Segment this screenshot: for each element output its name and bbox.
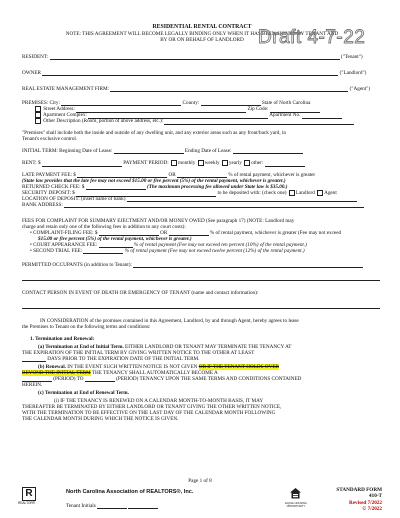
realtor-caption: REALTOR® [18,501,36,505]
deposit-with: to be deposited with: (check one) [217,190,287,197]
weekly-label: weekly [204,160,220,167]
other-period-checkbox[interactable] [244,160,250,166]
section-1a-text-1: EITHER LANDLORD OR TENANT MAY TERMINATE THE TENANCY AT [125,344,292,350]
agent-option: Agent [324,190,337,197]
section-1a-heading: (a) Termination at End of Initial Term. [38,344,124,350]
tenant-initials-field-1[interactable] [97,503,127,509]
trial-fee-field[interactable] [83,248,123,254]
landlord-tag: ("Landlord") [339,70,367,76]
association-name: North Carolina Association of REALTORS®, Inc. [66,489,194,495]
premises-label: PREMISES: City: [22,100,60,106]
bank-label: BANK ADDRESS: [22,202,63,208]
late-fee-or: OR [168,172,176,178]
monthly-checkbox[interactable] [171,160,177,166]
bank-field[interactable] [64,202,364,208]
contact-field[interactable] [22,303,380,309]
location-label: LOCATION OF DEPOSIT: (insert name of bank) [22,196,126,202]
late-fee-pct: % of rental payment, whichever is greater [228,172,316,178]
section-1c-text-2: THEREAFTER BE TERMINATED BY EITHER LANDLORD OR TENANT GIVING THE OTHER WRITTEN NOTICE, [22,404,282,410]
section-1b-text-4: HEREIN. [22,382,43,388]
equal-housing-caption: EQUAL HOUSING OPPORTUNITY [285,502,307,508]
notice-days-field[interactable] [22,356,46,362]
landlord-option: Landlord [295,190,315,197]
occupants-field[interactable] [133,262,363,268]
street-label: Street Address: [43,106,75,113]
filing-fee-pct: % of rental payment, whichever is greater (Fee may not exceed [209,230,342,236]
payment-period-label: PAYMENT PERIOD: [123,160,169,167]
deposit-label: SECURITY DEPOSIT: $ [22,190,75,197]
form-number: STANDARD FORM 410-T [336,487,382,500]
form-info [332,487,382,513]
apt-label: Apartment No. [269,112,301,119]
premises-def-1: "Premises" shall include both the inside and outside of any dwelling unit, and any exterior areas such as any front/back yard, in [22,130,286,136]
other-desc-label: Other Description (Room, portion of above address, etc.): [43,118,164,125]
agent-tag: ("Agent") [349,86,371,92]
filing-fee-label: COMPLAINT-FILING FEE: $ [33,230,98,236]
owner-label: OWNER [22,70,42,76]
trial-fee-row [30,248,382,254]
note-line-2: BY OR ON BEHALF OF LANDLORD [160,37,244,43]
filing-bullet: • [30,230,32,236]
section-1b-text-1: IN THE EVENT SUCH WRITTEN NOTICE IS NOT GIVEN [67,364,198,370]
premises-def-2: Tenant's exclusive control. [22,136,78,142]
page-title: RESIDENTIAL RENTAL CONTRACT [152,24,252,30]
other-desc-checkbox[interactable] [35,118,41,124]
yearly-checkbox[interactable] [222,160,228,166]
firm-field[interactable] [110,86,348,92]
section-1a-text-2: THE EXPIRATION OF THE INITIAL TERM BY GIVING WRITTEN NOTICE TO THE OTHER AT LEAST [22,350,255,356]
rent-label: RENT: $ [22,160,41,167]
filing-fee-or: OR [160,230,168,236]
section-1b-strike-1: OR IF THE TENANT HOLDS OVER [198,364,279,370]
contact-line [22,303,382,309]
county-label: County: [182,100,200,106]
trial-bullet: • [30,248,32,254]
section-1b-text-2: THE TENANCY SHALL AUTOMATICALLY BECOME A [91,370,218,376]
late-fee-label: LATE PAYMENT FEE: $ [22,172,76,178]
tenant-initials-row [66,503,158,509]
tenant-initials-label: Tenant Initials [66,503,96,509]
section-1c-text-1: (i) IF THE TENANCY IS RENEWED ON A CALENDAR MONTH-TO-MONTH BASIS, IT MAY [54,398,264,404]
monthly-label: monthly [178,160,196,167]
contact-label: CONTACT PERSON IN EVENT OF DEATH OR EMERGENCY OF TENANT (name and contact information): [22,290,259,296]
begin-date-field[interactable] [114,148,184,154]
note-line-1: NOTE: THIS AGREEMENT WILL BECOME LEGALLY BINDING ONLY WHEN IT HAS BEEN SIGNED BY TENANT AND [65,31,339,37]
yearly-label: yearly [228,160,242,167]
occupants-row [22,262,382,268]
zip-label: Zip Code: [247,106,269,113]
draft-stamp: Draft 4-7-22 [258,27,366,48]
other-period-label: other: [251,160,264,167]
bank-row [22,202,382,208]
trial-fee-label: SECOND TRIAL FEE: [33,248,83,254]
section-1b-heading: (b) Renewal. [38,364,66,370]
section-1c-heading: (c) Termination at End of Renewal Term. [38,390,129,396]
tenant-initials-field-2[interactable] [128,503,158,509]
section-1c-text-3: WITH THE TERMINATION TO BE EFFECTIVE ON THE LAST DAY OF THE CALENDAR MONTH FOLLOWING [22,410,276,416]
owner-row [22,70,382,76]
occupants-line-2 [22,275,382,281]
ending-date-label: Ending Date of Lease: [184,148,232,154]
court-bullet: • [30,242,32,248]
fees-line-2: charge and retain only one of the following fees in addition to any court costs): [22,224,186,230]
revised-date: Revised 7/2022 [349,499,382,506]
consideration-1: IN CONSIDERATION of the promises contained in this Agreement, Landlord, by and through Agent, hereby agrees to lease [40,318,299,324]
consideration-2: the Premises to Tenant on the following terms and conditions: [22,324,151,330]
filing-fee-note: $15.00 or five percent (5%) of the rental payment, whichever is greater.) [38,236,192,242]
resident-field[interactable] [50,54,340,60]
section-1b-text-3a: (PERIOD) TO [53,376,84,382]
other-period-field[interactable] [265,161,305,167]
resident-label: RESIDENT: [22,54,49,60]
state-label: State of North Carolina [261,100,311,106]
initial-term-row [22,148,382,154]
other-desc-field[interactable] [164,119,354,125]
equal-housing-icon [289,487,302,500]
copyright: © 7/2022 [362,506,382,513]
court-fee-pct: % of rental payment (Fee may not exceed ten percent (10%) of the rental payment.) [133,242,307,248]
firm-row [22,86,382,92]
section-1b-strike-2: BEYOND THE INITIAL TERM [22,370,91,376]
resident-row [22,54,382,60]
section-1-heading: 1. Termination and Renewal: [30,336,95,342]
page-number: Page 1 of 8 [188,478,212,484]
other-desc-row [34,118,382,125]
end-date-field[interactable] [233,148,303,154]
weekly-checkbox[interactable] [198,160,204,166]
section-1a-text-3: DAYS PRIOR TO THE EXPIRATION DATE OF THE INITIAL TERM. [47,356,200,362]
tenant-tag: ("Tenant") [340,54,363,60]
section-1a-row-3 [22,356,382,362]
fees-line-1: FEES FOR COMPLAINT FOR SUMMARY EJECTMENT AND/OR MONEY OWED (See paragraph 17) (NOTE: Landlord may [22,218,295,224]
firm-label: REAL ESTATE MANAGEMENT FIRM: [22,86,110,92]
rent-row [22,160,382,167]
returned-check-label: RETURNED CHECK FEE: $ [22,184,85,190]
court-fee-label: COURT APPEARANCE FEE: [33,242,98,248]
trial-fee-pct: % of rental payment (Fee may not exceed twelve percent (12%) of the rental payment.) [124,248,305,254]
initial-term-label: INITIAL TERM: Beginning Date of Lease: [22,148,113,154]
rent-field[interactable] [42,161,122,167]
occupants-label: PERMITTED OCCUPANTS (in addition to Tenant): [22,262,132,268]
occupants-field-2[interactable] [22,275,380,281]
realtor-logo-icon: R [22,487,36,501]
section-1c-text-4: THE CALENDAR MONTH DURING WHICH THE NOTICE IS GIVEN. [22,416,179,422]
returned-check-note: (The maximum processing fee allowed under State law is $35.00.) [147,184,288,190]
section-1b-text-3b: (PERIOD) TENANCY UPON THE SAME TERMS AND CONDITIONS CONTAINED [116,376,302,382]
owner-field[interactable] [42,70,338,76]
late-fee-note: (State law provides that the late fee may not exceed $15.00 or five percent (5%) of the rental payment, whichever is greater.) [22,178,286,184]
complex-label: Apartment Complex: [43,112,87,119]
